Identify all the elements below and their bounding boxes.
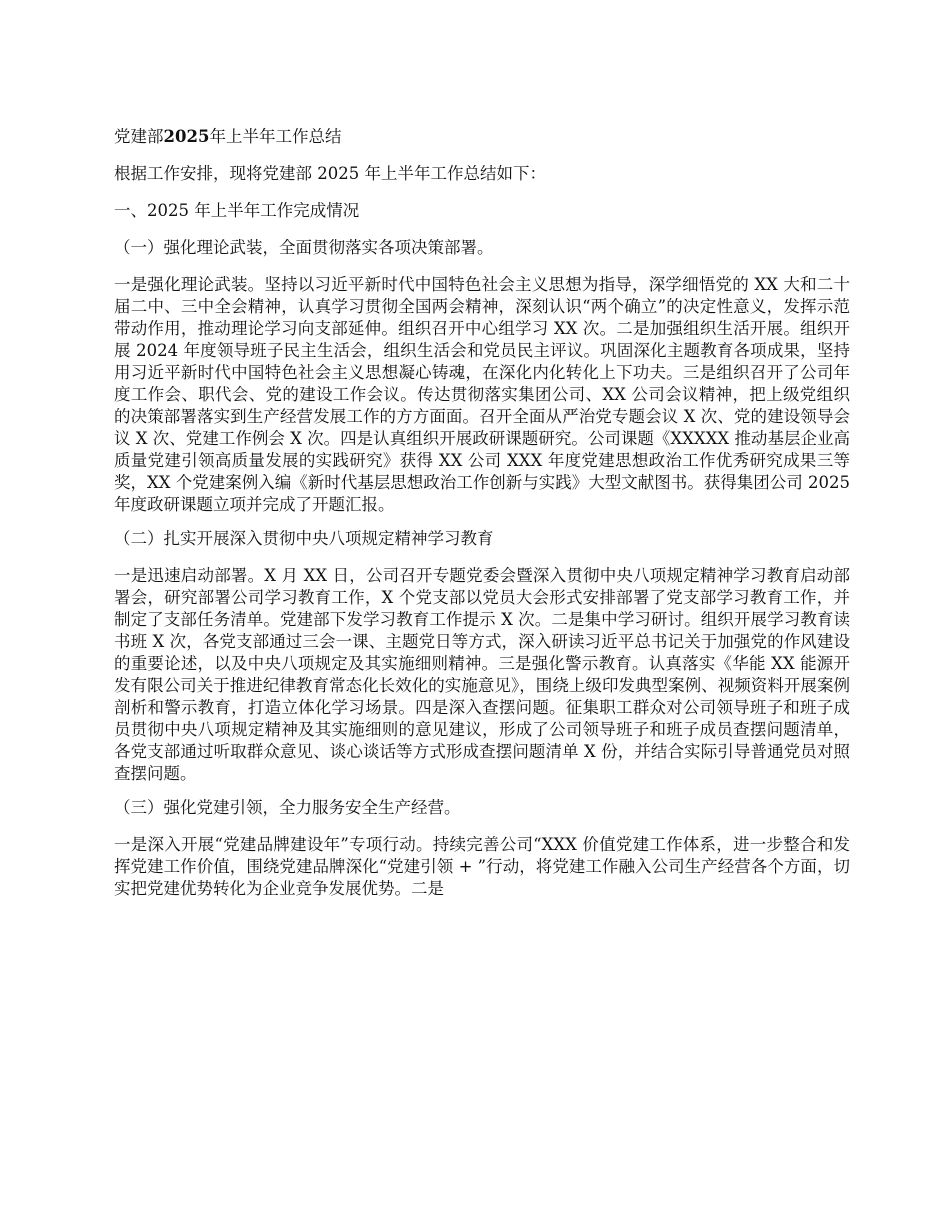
subsection-heading-2: （二）扎实开展深入贯彻中央八项规定精神学习教育 (114, 529, 494, 548)
document-page (114, 126, 850, 912)
subsection-heading-3: （三）强化党建引领，全力服务安全生产经营。 (114, 798, 461, 817)
subsection-body-2: 一是迅速启动部署。X 月 XX 日，公司召开专题党委会暨深入贯彻中央八项规定精神学习教育启动部署会，研究部署公司学习教育工作，X 个党支部以党员大会形式安排部署了党支部学习教育工作，并制定了支部任务清单。党建部下发学习教育工作提示 X 次。二是集中学习研讨。组织开展学习教育读书班 X 次，各党支部通过三会一课、主题党日等方式，深入研读习近平总书记关于加强党的作风建设的重要论述，以及中央八项规定及其实施细则精神。三是强化警示教育。认真落实《华能 XX 能源开发有限公司关于推进纪律教育常态化长效化的实施意见》，围绕上级印发典型案例、视频资料开展案例剖析和警示教育，打造立体化学习场景。四是深入查摆问题。征集职工群众对公司领导班子和班子成员贯彻中央八项规定精神及其实施细则的意见建议，形成了公司领导班子和班子成员查摆问题清单，各党支部通过听取群众意见、谈心谈话等方式形成查摆问题清单 X 份，并结合实际引导普通党员对照查摆问题。 (114, 566, 850, 783)
subsection-heading-1: （一）强化理论武装，全面贯彻落实各项决策部署。 (114, 238, 494, 257)
subsection-body-1: 一是强化理论武装。坚持以习近平新时代中国特色社会主义思想为指导，深学细悟党的 XX 大和二十届二中、三中全会精神，认真学习贯彻全国两会精神，深刻认识“两个确立”的决定性意义，发挥示范带动作用，推动理论学习向支部延伸。组织召开中心组学习 XX 次。二是加强组织生活开展。组织开展 2024 年度领导班子民主生活会，组织生活会和党员民主评议。巩固深化主题教育各项成果，坚持用习近平新时代中国特色社会主义思想凝心铸魂，在深化内化转化上下功夫。三是组织召开了公司年度工作会、职代会、党的建设工作会议。传达贯彻落实集团公司、XX 公司会议精神，把上级党组织的决策部署落实到生产经营发展工作的方方面面。召开全面从严治党专题会议 X 次、党的建设领导会议 X 次、党建工作例会 X 次。四是认真组织开展政研课题研究。公司课题《XXXXX 推动基层企业高质量党建引领高质量发展的实践研究》获得 XX 公司 XXX 年度党建思想政治工作优秀研究成果三等奖，XX 个党建案例入编《新时代基层思想政治工作创新与实践》大型文献图书。获得集团公司 2025 年度政研课题立项并完成了开题汇报。 (114, 275, 850, 514)
subsection-body-3: 一是深入开展“党建品牌建设年”专项行动。持续完善公司“XXX 价值党建工作体系，进一步整合和发挥党建工作价值，围绕党建品牌深化“党建引领 + ”行动，将党建工作融入公司生产经营各个方面，切实把党建优势转化为企业竞争发展优势。二是 (114, 835, 850, 898)
title-prefix: 党建部 (114, 127, 164, 146)
title-suffix: 年上半年工作总结 (209, 127, 342, 146)
section-heading-1: 一、2025 年上半年工作完成情况 (114, 201, 360, 220)
document-title (114, 126, 850, 148)
title-year: 2025 (163, 127, 210, 146)
intro-paragraph: 根据工作安排，现将党建部 2025 年上半年工作总结如下： (114, 164, 546, 183)
